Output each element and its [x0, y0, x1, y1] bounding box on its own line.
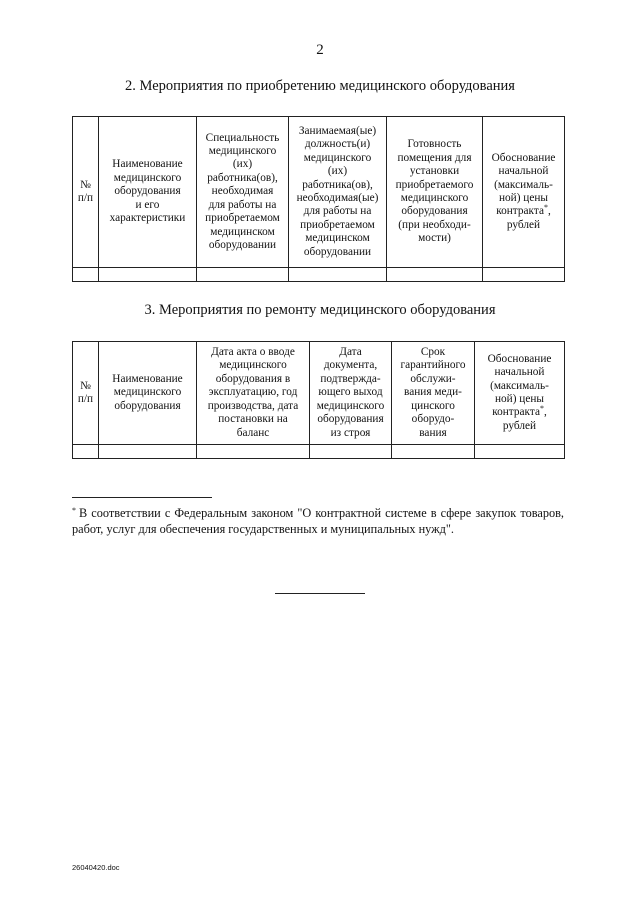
page-number: 2	[316, 42, 324, 58]
section-3-title: 3. Мероприятия по ремонту медицинского оборудования	[144, 302, 496, 318]
header-price-unit: рублей	[502, 419, 537, 432]
footnote-text: В соответствии с Федеральным законом "О контрактной системе в сфере закупок товаров, работ, услуг для обеспечения государственных и муниципальных нужд".	[72, 506, 564, 536]
table-row	[73, 268, 565, 282]
header-price-text: Обоснование начальной (максималь- ной) цены контракта	[491, 151, 556, 218]
header-price-justification: Обоснование начальной (максималь- ной) цены контракта*, рублей	[475, 342, 565, 445]
footnote-separator	[72, 497, 212, 498]
footnote-ref-asterisk: *	[543, 203, 548, 213]
equipment-purchase-table	[72, 116, 565, 282]
header-room-readiness: Готовность помещения для установки приобретаемого медицинского оборудования (при необходи- мости)	[387, 117, 483, 268]
header-equipment-name: Наименование медицинского оборудования	[99, 342, 197, 445]
header-failure-document-date: Дата документа, подтвержда- ющего выход медицинского оборудования из строя	[310, 342, 392, 445]
header-specialty: Специальность медицинского (их) работника(ов), необходимая для работы на приобретаемом медицинском оборудовании	[197, 117, 289, 268]
header-price-unit: рублей	[506, 218, 541, 231]
section-2-title: 2. Мероприятия по приобретению медицинского оборудования	[125, 78, 515, 94]
file-name: 26040420.doc	[72, 863, 120, 872]
table-header-row	[73, 117, 565, 268]
footnote-ref-asterisk: *	[539, 404, 544, 414]
table-header-row	[73, 342, 565, 445]
header-equipment-name: Наименование медицинского оборудования и его характеристики	[99, 117, 197, 268]
header-commissioning-date: Дата акта о вводе медицинского оборудования в эксплуатацию, год производства, дата постановки на баланс	[197, 342, 310, 445]
header-position: Занимаемая(ые) должность(и) медицинского (их) работника(ов), необходимая(ые) для работы на приобретаемом медицинском оборудовании	[289, 117, 387, 268]
equipment-repair-table	[72, 341, 565, 459]
header-price-text: Обоснование начальной (максималь- ной) цены контракта	[487, 352, 552, 419]
end-of-document-rule	[275, 593, 365, 594]
footnote-marker: *	[72, 506, 76, 515]
footnote	[72, 505, 564, 537]
header-number: № п/п	[73, 342, 99, 445]
header-price-justification: Обоснование начальной (максималь- ной) цены контракта*, рублей	[483, 117, 565, 268]
header-warranty-period: Срок гарантийного обслужи- вания меди- цинского оборудо- вания	[392, 342, 475, 445]
header-number: № п/п	[73, 117, 99, 268]
table-row	[73, 445, 565, 459]
